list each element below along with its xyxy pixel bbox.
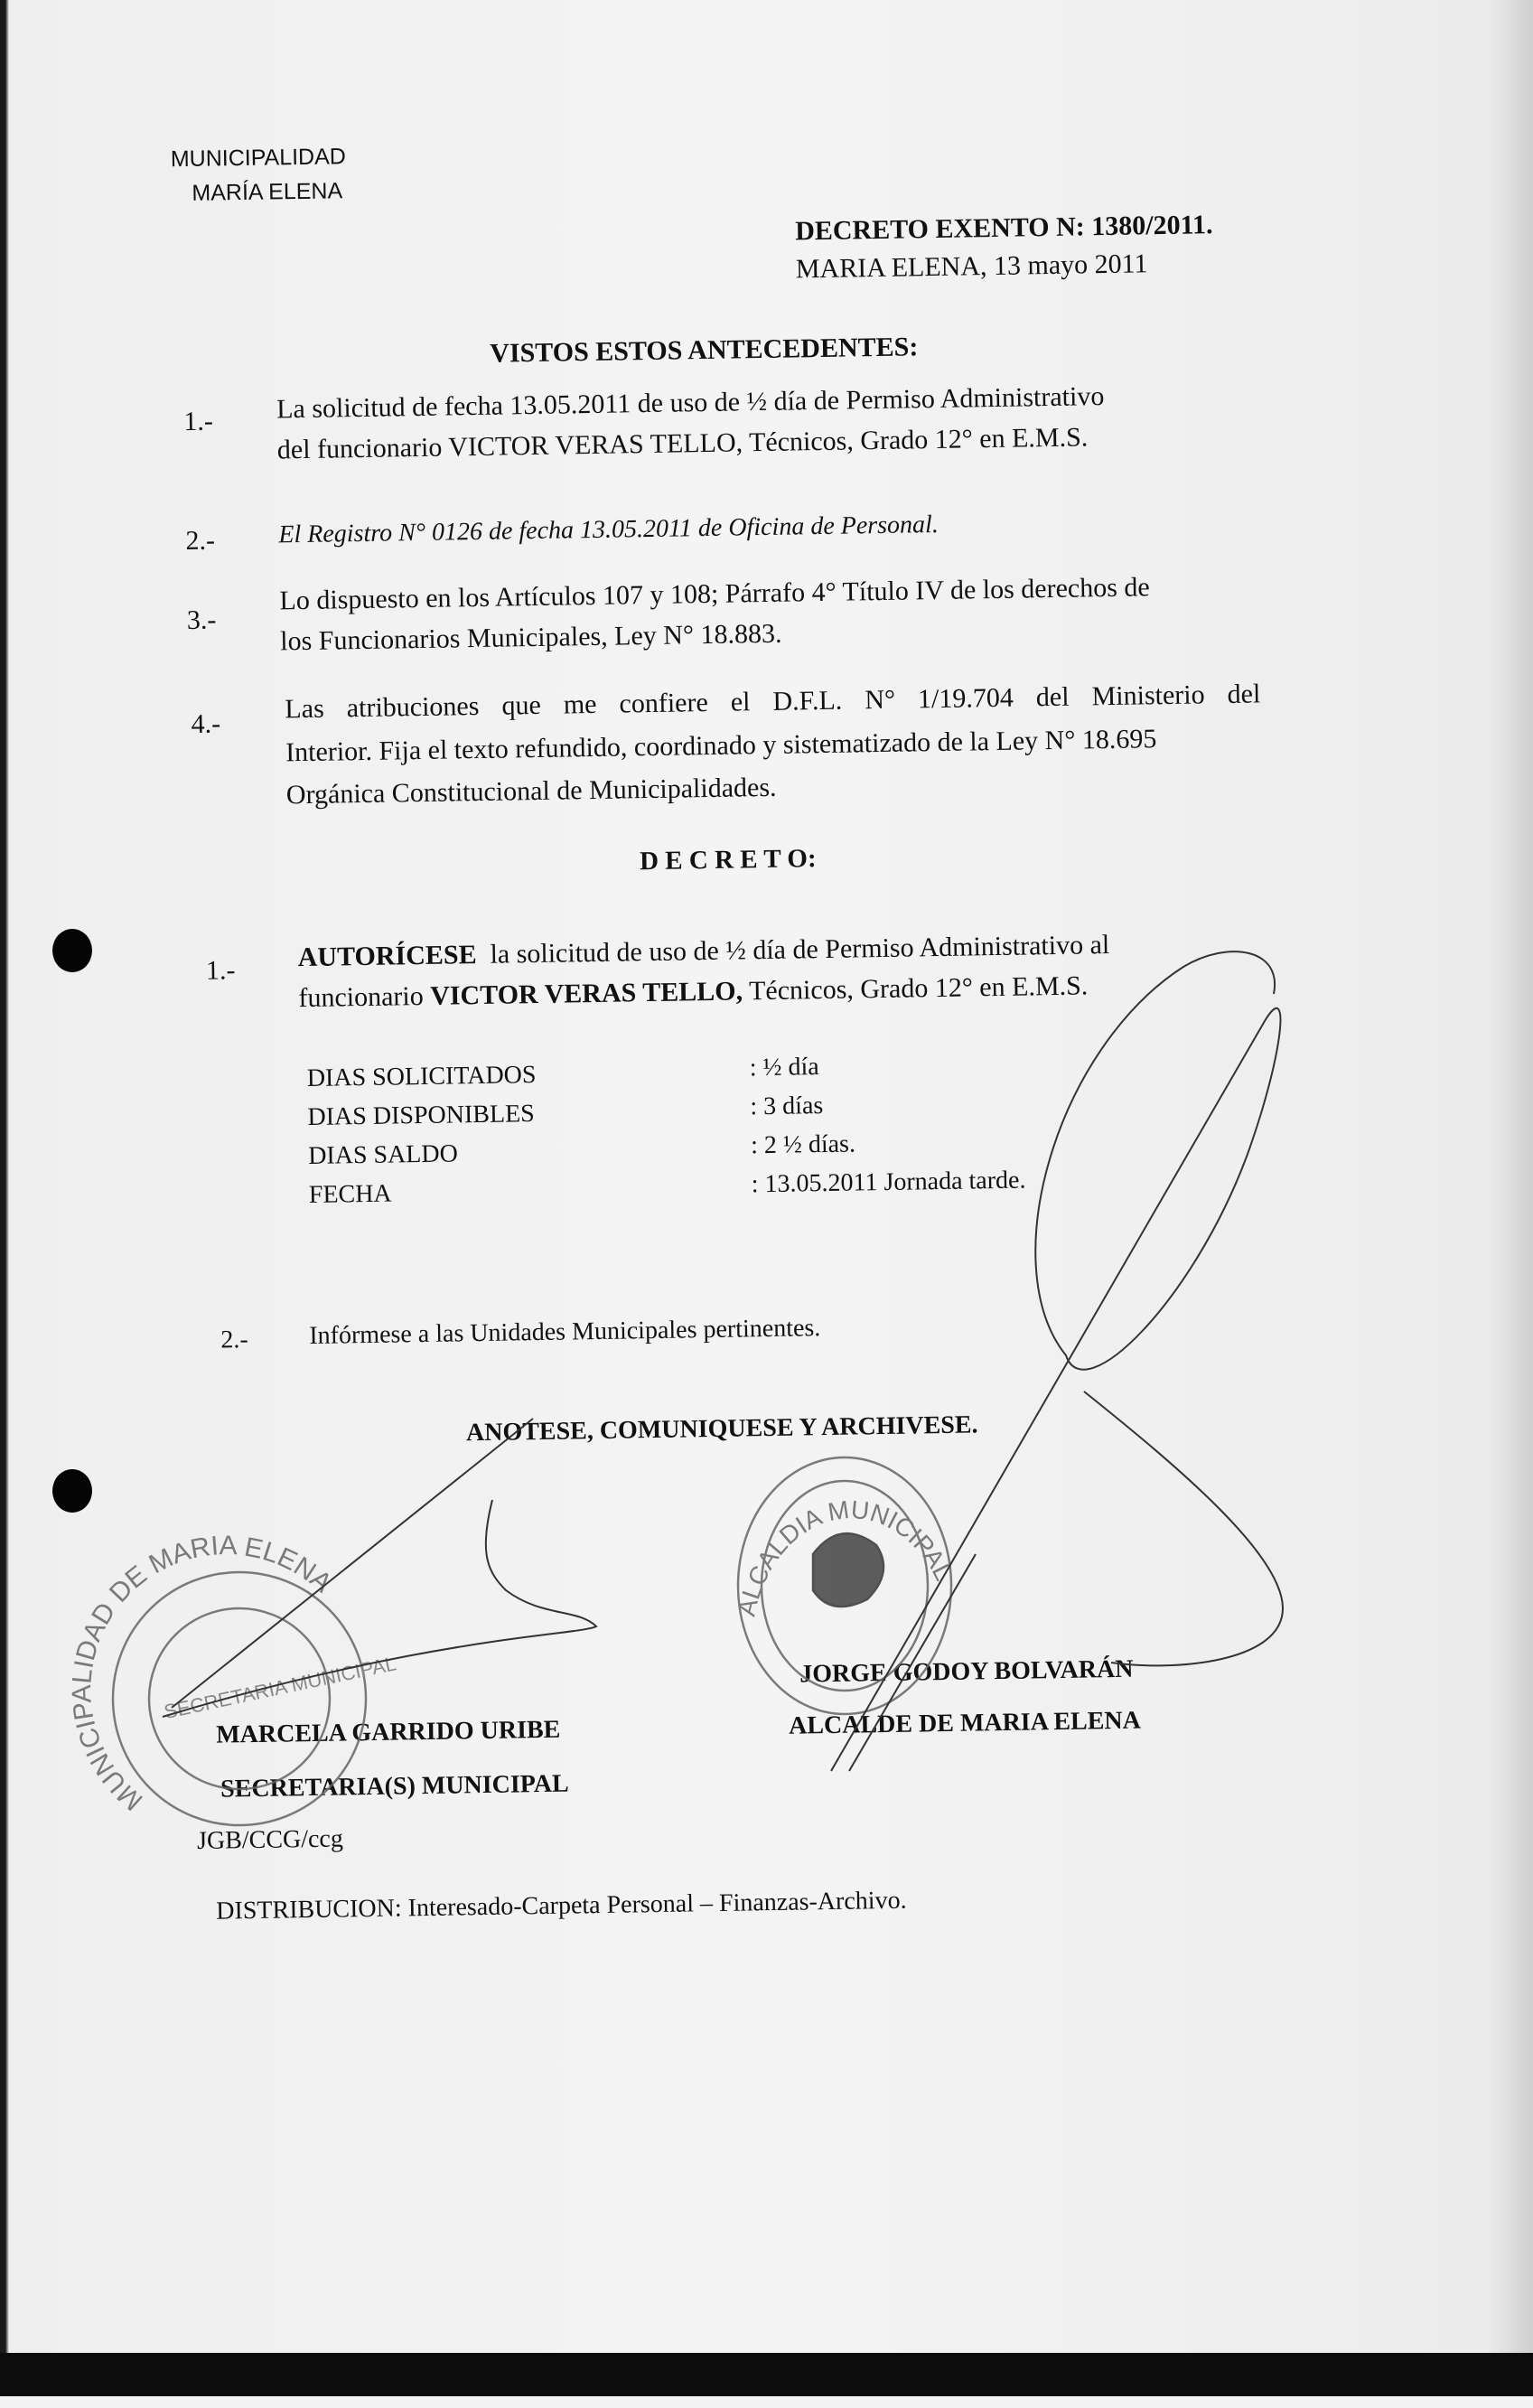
decree-number: DECRETO EXENTO N: 1380/2011. xyxy=(794,210,1213,247)
handwritten-signature xyxy=(163,951,1283,1771)
keyword: AUTORÍCESE xyxy=(297,940,477,973)
item-text: Interior. Fija el texto refundido, coordinado y sistematizado de la Ley N° 18.695 xyxy=(285,724,1157,768)
stamp-text: SECRETARIA MUNICIPAL xyxy=(162,1652,398,1724)
mayor-title: ALCALDE DE MARIA ELENA xyxy=(788,1706,1142,1740)
detail-label: FECHA xyxy=(308,1179,392,1209)
item-text: Orgánica Constitucional de Municipalidades. xyxy=(285,772,777,810)
place-date: MARIA ELENA, 13 mayo 2011 xyxy=(795,248,1148,285)
stamp-text: MUNICIPALIDAD DE MARIA ELENA xyxy=(67,1531,338,1816)
item-number: 2.- xyxy=(185,525,216,557)
text: funcionario xyxy=(298,980,431,1014)
item-text: Lo dispuesto en los Artículos 107 y 108; Párrafo 4° Título IV de los derechos de xyxy=(279,572,1150,616)
detail-value: : 2 ½ días. xyxy=(750,1129,856,1160)
closing-formula: ANOTESE, COMUNIQUESE Y ARCHIVESE. xyxy=(465,1410,978,1448)
detail-label: DIAS SALDO xyxy=(307,1139,459,1170)
coat-of-arms-icon xyxy=(813,1533,883,1607)
detail-label: DIAS DISPONIBLES xyxy=(307,1100,535,1132)
item-number: 2.- xyxy=(220,1326,248,1354)
employee-name: VICTOR VERAS TELLO, xyxy=(429,976,743,1011)
item-text: La solicitud de fecha 13.05.2011 de uso de ½ día de Permiso Administrativo xyxy=(276,381,1105,425)
detail-label: DIAS SOLICITADOS xyxy=(306,1061,537,1093)
item-text: El Registro N° 0126 de fecha 13.05.2011 de Oficina de Personal. xyxy=(278,510,939,549)
item-text: del funcionario VICTOR VERAS TELLO, Técnicos, Grado 12° en E.M.S. xyxy=(276,422,1089,465)
item-number: 4.- xyxy=(191,708,221,739)
secretary-name: MARCELA GARRIDO URIBE xyxy=(215,1715,561,1749)
secretary-title: SECRETARIA(S) MUNICIPAL xyxy=(220,1769,569,1804)
mayor-name: JORGE GODOY BOLVARÁN xyxy=(799,1654,1134,1689)
item-text: los Funcionarios Municipales, Ley N° 18.883. xyxy=(279,618,782,657)
vistos-heading: VISTOS ESTOS ANTECEDENTES: xyxy=(489,332,919,369)
item-text: Las atribuciones que me confiere el D.F.L. N° 1/19.704 del Ministerio del xyxy=(285,679,1261,725)
org-name: MUNICIPALIDAD xyxy=(170,144,347,173)
org-city: MARÍA ELENA xyxy=(192,178,343,206)
secretary-stamp xyxy=(67,1531,398,1825)
item-number: 3.- xyxy=(186,604,217,636)
distribution-list: DISTRIBUCION: Interesado-Carpeta Personal – Finanzas-Archivo. xyxy=(216,1886,907,1925)
item-number: 1.- xyxy=(183,406,214,437)
item-text: Infórmese a las Unidades Municipales pertinentes. xyxy=(309,1314,821,1351)
item-number: 1.- xyxy=(205,955,236,986)
text: Técnicos, Grado 12° en E.M.S. xyxy=(742,970,1089,1007)
decreto-heading: D E C R E T O: xyxy=(639,844,817,876)
stamp-text: ALCALDIA MUNICIPAL xyxy=(732,1494,958,1619)
text: la solicitud de uso de ½ día de Permiso Administrativo al xyxy=(490,930,1110,970)
detail-value: : 3 días xyxy=(750,1092,824,1121)
mayor-stamp xyxy=(732,1457,958,1714)
detail-value: : 13.05.2011 Jornada tarde. xyxy=(751,1166,1026,1199)
detail-value: : ½ día xyxy=(749,1053,819,1082)
initials: JGB/CCG/ccg xyxy=(196,1824,344,1856)
